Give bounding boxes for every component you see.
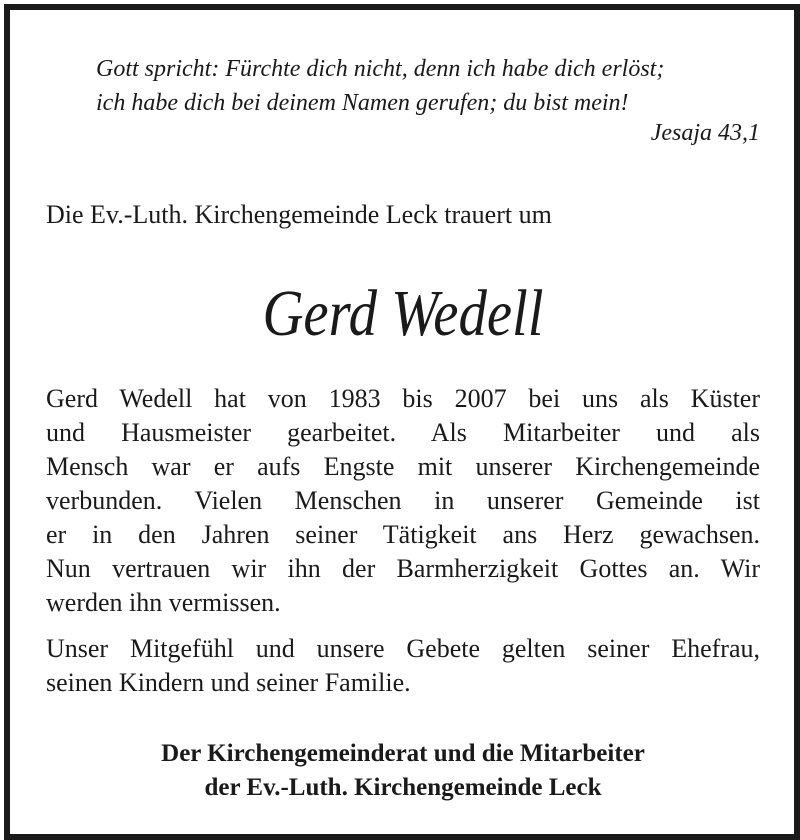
signature-line-1: Der Kirchengemeinderat und die Mitarbeiter: [161, 740, 645, 767]
intro-text: Die Ev.-Luth. Kirchengemeinde Leck trauert um: [46, 200, 552, 229]
tribute-line: werden ihn vermissen.: [46, 588, 281, 617]
signature-block: [46, 737, 760, 805]
signature-line-2: der Ev.-Luth. Kirchengemeinde Leck: [204, 774, 602, 801]
tribute-line: Mensch war er aufs Engste mit unserer Kirchengemeinde: [46, 452, 760, 481]
condolence-line: seinen Kindern und seiner Familie.: [46, 668, 411, 697]
tribute-line: er in den Jahren seiner Tätigkeit ans Herz gewachsen.: [46, 520, 760, 549]
tribute-line: Nun vertrauen wir ihn der Barmherzigkeit Gottes an. Wir: [46, 554, 760, 583]
notice-content: [46, 10, 760, 834]
deceased-name: Gerd Wedell: [262, 277, 544, 350]
verse-reference: Jesaja 43,1: [650, 120, 760, 146]
obituary-notice: [4, 4, 800, 840]
tribute-line: und Hausmeister gearbeitet. Als Mitarbeiter und als: [46, 418, 760, 447]
condolence-line: Unser Mitgefühl und unsere Gebete gelten seiner Ehefrau,: [46, 634, 760, 663]
verse-line-2: ich habe dich bei deinem Namen gerufen; du bist mein!: [96, 90, 629, 116]
condolence-paragraph: [46, 632, 760, 700]
tribute-paragraph: [46, 382, 760, 620]
tribute-line: verbunden. Vielen Menschen in unserer Gemeinde ist: [46, 486, 760, 515]
bible-verse: [96, 52, 760, 120]
tribute-line: Gerd Wedell hat von 1983 bis 2007 bei uns als Küster: [46, 384, 760, 413]
verse-line-1: Gott spricht: Fürchte dich nicht, denn ich habe dich erlöst;: [96, 56, 665, 82]
